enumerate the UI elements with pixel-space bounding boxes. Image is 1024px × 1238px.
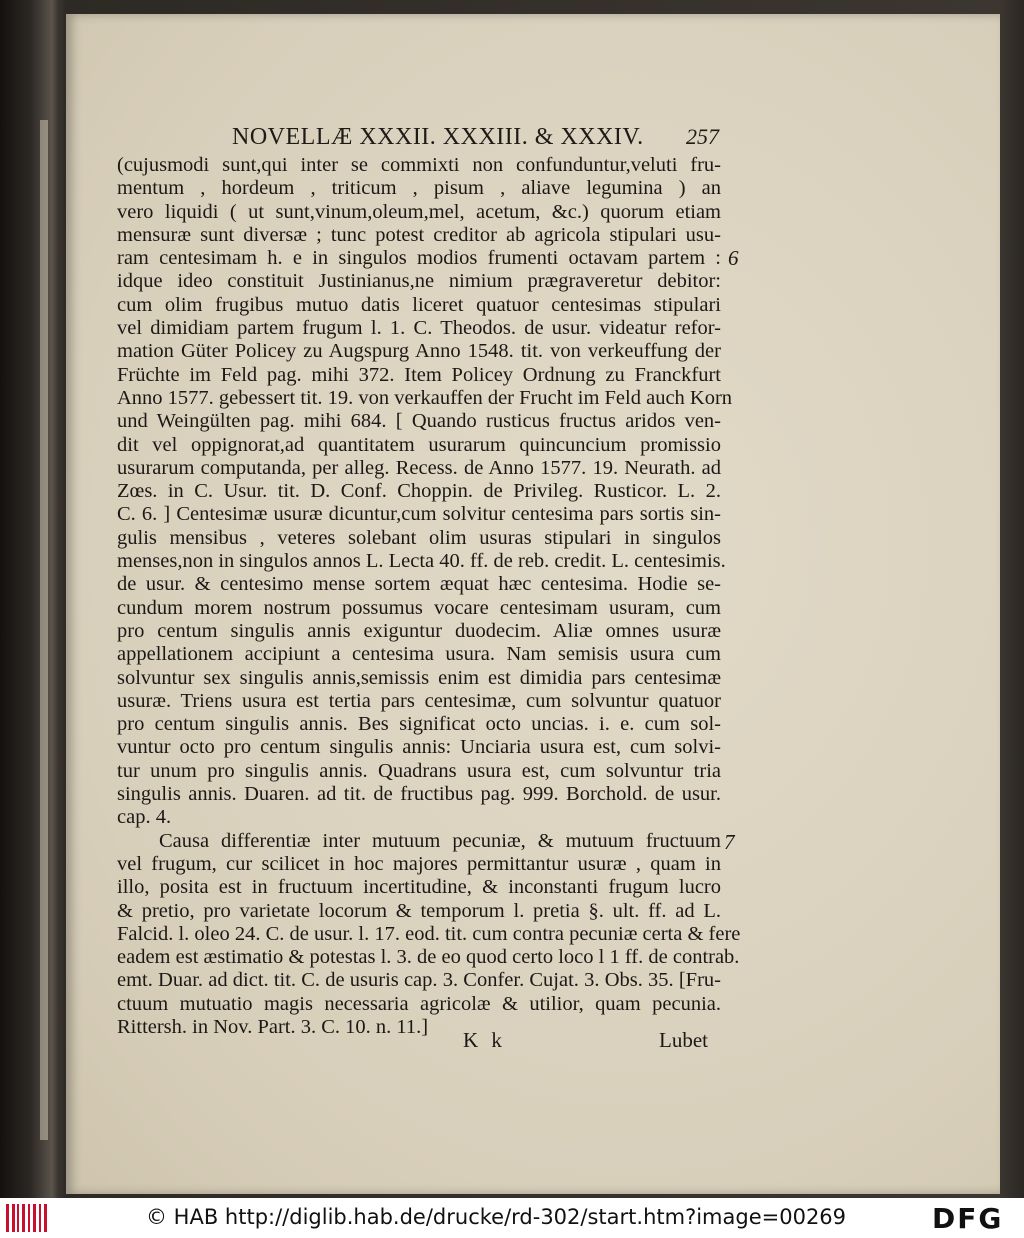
text-line: vel frugum, cur scilicet in hoc majores permittantur usuræ , quam in (117, 852, 721, 875)
text-line: idque ideo constituit Justinianus,ne nimium prægraveretur debitor: (117, 270, 721, 293)
text-line: (cujusmodi sunt,qui inter se commixti non confunduntur,veluti fru- (117, 154, 721, 176)
text-line: cum olim frugibus mutuo datis liceret quatuor centesimas stipulari (117, 293, 721, 316)
text-line: tur unum pro singulis annis. Quadrans usura est, cum solvuntur tria (117, 759, 721, 782)
text-line: & pretio, pro varietate locorum & temporum l. pretia §. ult. ff. ad L. (117, 899, 721, 922)
text-line: eadem est æstimatio & potestas l. 3. de eo quod certo loco l 1 ff. de contrab. (117, 946, 740, 969)
margin-note: 6 (728, 246, 739, 270)
text-line: Zœs. in C. Usur. tit. D. Conf. Choppin. de Privileg. Rusticor. L. 2. (117, 480, 721, 503)
text-line: mation Güter Policey zu Augspurg Anno 1548. tit. von verkeuffung der (117, 340, 721, 363)
signature-mark: K k (463, 1028, 506, 1052)
catchword: Lubet (659, 1028, 708, 1052)
text-line: und Weingülten pag. mihi 684. [ Quando rusticus fructus aridos ven- (117, 410, 721, 433)
page-fore-edge (40, 120, 48, 1140)
text-line: vuntur octo pro centum singulis annis: Unciaria usura est, cum solvi- (117, 736, 721, 759)
text-line: usurarum computanda, per alleg. Recess. de Anno 1577. 19. Neurath. ad (117, 456, 721, 479)
page-number: 257 (686, 124, 719, 149)
text-line: cap. 4. (117, 806, 172, 829)
text-line: Falcid. l. oleo 24. C. de usur. l. 17. eod. tit. cum contra pecuniæ certa & fere (117, 922, 741, 945)
text-line: pro centum singulis annis exiguntur duodecim. Aliæ omnes usuræ (117, 619, 721, 642)
viewer-footer (0, 1198, 1024, 1238)
text-line: ctuum mutuatio magis necessaria agricolæ & utilior, quam pecunia. (117, 992, 721, 1015)
text-line: C. 6. ] Centesimæ usuræ dicuntur,cum solvitur centesima pars sortis sin- (117, 503, 721, 526)
running-head: NOVELLÆ XXXII. XXXIII. & XXXIV. (232, 124, 644, 150)
text-line: vero liquidi ( ut sunt,vinum,oleum,mel, acetum, &c.) quorum etiam (117, 200, 721, 223)
hab-barcode-icon (6, 1204, 50, 1232)
text-line: illo, posita est in fructuum incertitudine, & inconstanti frugum lucro (117, 876, 721, 899)
margin-note: 7 (724, 830, 735, 854)
text-line: usuræ. Triens usura est tertia pars centesimæ, cum solvuntur quatuor (117, 689, 721, 712)
text-line: vel dimidiam partem frugum l. 1. C. Theodos. de usur. videatur refor- (117, 317, 721, 340)
text-line: Rittersh. in Nov. Part. 3. C. 10. n. 11.] (117, 1015, 429, 1038)
text-line: de usur. & centesimo mense sortem æquat hæc centesima. Hodie se- (117, 573, 721, 596)
text-line: appellationem accipiunt a centesima usura. Nam semisis usura cum (117, 643, 721, 666)
dfg-logo: DFG (932, 1202, 1004, 1235)
copyright-url-link[interactable]: © HAB http://diglib.hab.de/drucke/rd-302/start.htm?image=00269 (146, 1205, 847, 1229)
text-line: mensuræ sunt diversæ ; tunc potest creditor ab agricola stipulari usu- (117, 223, 721, 246)
text-line: menses,non in singulos annos L. Lecta 40. ff. de reb. credit. L. centesimis. (117, 550, 726, 573)
text-line: ram centesimam h. e in singulos modios frumenti octavam partem : (117, 247, 721, 270)
text-line: singulis annis. Duaren. ad tit. de fructibus pag. 999. Borchold. de usur. (117, 783, 721, 806)
text-line: Früchte im Feld pag. mihi 372. Item Policey Ordnung zu Franckfurt (117, 363, 721, 386)
body-text (117, 154, 741, 1039)
text-line: dit vel oppignorat,ad quantitatem usurarum quincuncium promissio (117, 433, 721, 456)
text-line: emt. Duar. ad dict. tit. C. de usuris cap. 3. Confer. Cujat. 3. Obs. 35. [Fru- (117, 969, 721, 992)
text-line: mentum , hordeum , triticum , pisum , aliave legumina ) an (117, 177, 721, 200)
text-line: Causa differentiæ inter mutuum pecuniæ, & mutuum fructuum (159, 829, 721, 852)
text-line: cundum morem nostrum possumus vocare centesimam usuram, cum (117, 596, 721, 619)
text-line: Anno 1577. gebessert tit. 19. von verkauffen der Frucht im Feld auch Korn (117, 386, 733, 409)
text-line: pro centum singulis annis. Bes significat octo uncias. i. e. cum sol- (117, 713, 721, 736)
text-line: solvuntur sex singulis annis,semissis enim est dimidia pars centesimæ (117, 666, 721, 689)
text-line: gulis mensibus , veteres solebant olim usuras stipulari in singulos (117, 526, 721, 549)
